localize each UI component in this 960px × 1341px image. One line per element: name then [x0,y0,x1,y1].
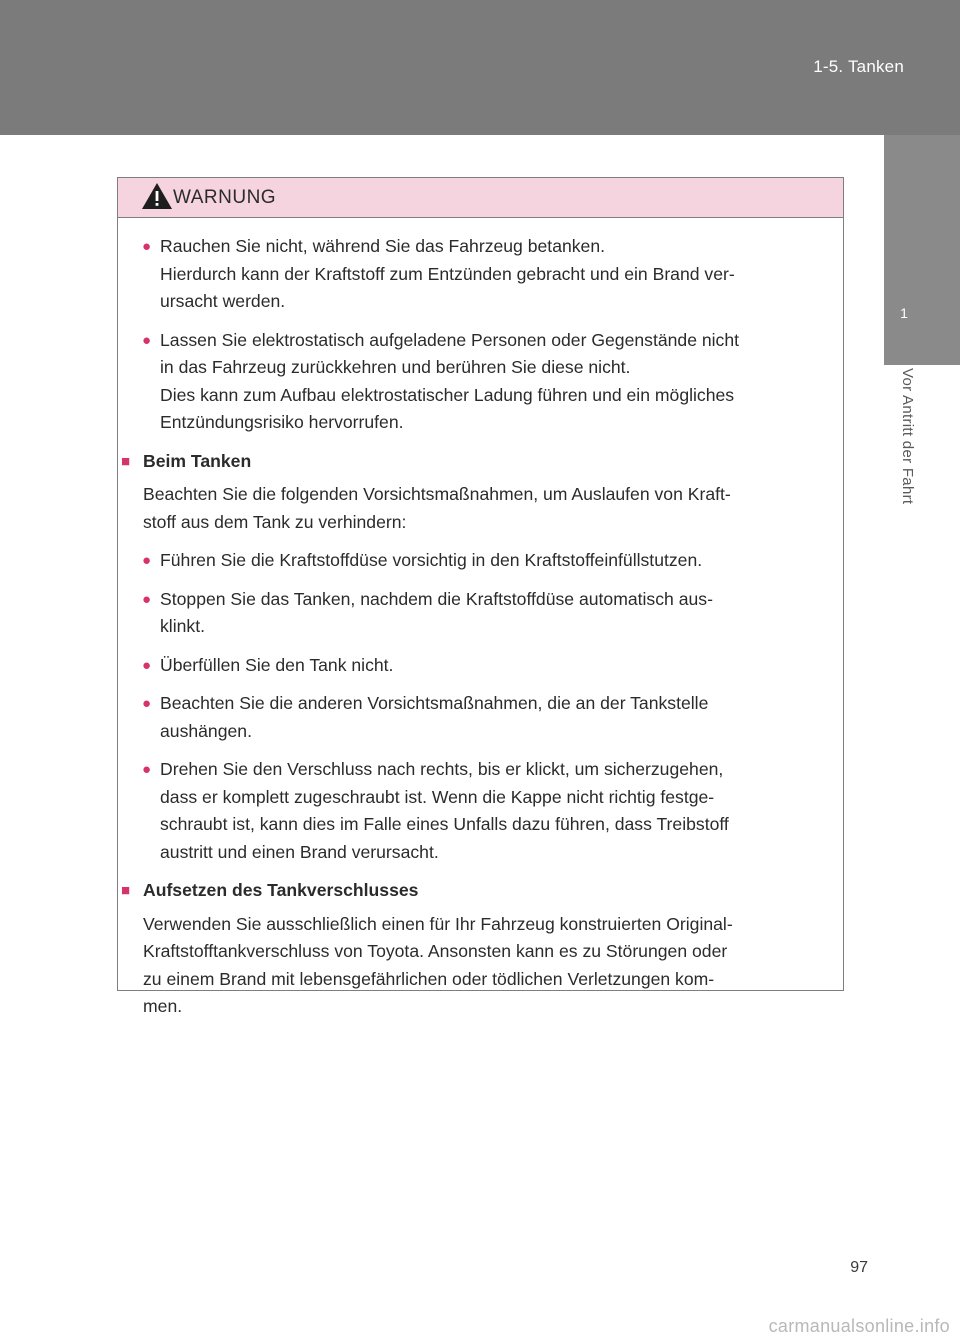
warning-header [118,178,843,218]
section-intro-refueling [118,481,830,536]
text-line: Führen Sie die Kraftstoffdüse vorsichtig in den Kraftstoffeinfüllstutzen. [160,550,703,570]
text-line: stoff aus dem Tank zu verhindern: [143,511,407,532]
warning-body [118,218,843,1021]
chapter-tab [884,135,960,365]
section-heading-refueling: ■ Beim Tanken [118,448,830,476]
bullet-icon: ● [142,331,152,349]
chapter-label: Vor Antritt der Fahrt [899,368,916,505]
text-line: Dies kann zum Aufbau elektrostatischer Ladung führen und ein mögliches [160,384,735,405]
text-line: Beachten Sie die folgenden Vorsichtsmaßnahmen, um Auslaufen von Kraft- [143,484,731,504]
text-line: Rauchen Sie nicht, während Sie das Fahrzeug betanken. [160,236,606,256]
text-line: Überfüllen Sie den Tank nicht. [160,654,394,675]
text-line: in das Fahrzeug zurückkehren und berühren Sie diese nicht. [160,357,631,377]
text-line: Kraftstofftankverschluss von Toyota. Ansonsten kann es zu Störungen oder [143,941,728,961]
section-bullets-refueling [118,547,830,866]
bullet-icon: ● [142,656,152,674]
text-line: Lassen Sie elektrostatisch aufgeladene Personen oder Gegenstände nicht [160,329,740,350]
bullet-item [118,690,830,745]
text-line: zu einem Brand mit lebensgefährlichen oder tödlichen Verletzungen kom- [143,968,715,989]
bullet-item [118,586,830,641]
bullet-item [118,233,830,316]
warning-title: WARNUNG [173,187,277,208]
text-line: klinkt. [160,616,205,636]
text-line: men. [143,996,183,1016]
text-line: aushängen. [160,720,252,741]
text-line: Beachten Sie die anderen Vorsichtsmaßnahmen, die an der Tankstelle [160,693,709,713]
bullet-icon: ● [142,238,152,255]
page-number: 97 [850,1259,868,1276]
text-line: Drehen Sie den Verschluss nach rechts, bis er klickt, um sicherzugehen, [160,759,724,779]
square-marker-icon: ■ [121,882,131,899]
bullet-icon: ● [142,761,152,778]
bullet-icon: ● [142,590,152,608]
text-line: Verwenden Sie ausschließlich einen für Ihr Fahrzeug konstruierten Original- [143,913,733,934]
text-line: dass er komplett zugeschraubt ist. Wenn die Kappe nicht richtig festge- [160,786,715,807]
watermark: carmanualsonline.info [768,1316,950,1336]
section-intro-fuel-cap [118,911,830,1021]
bullet-item [118,756,830,866]
square-marker-icon: ■ [121,452,131,470]
text-line: schraubt ist, kann dies im Falle eines Unfalls dazu führen, dass Treibstoff [160,814,729,834]
text-line: Hierdurch kann der Kraftstoff zum Entzünden gebracht und ein Brand ver- [160,263,735,284]
text-line: Stoppen Sie das Tanken, nachdem die Kraftstoffdüse automatisch aus- [160,588,713,609]
bullet-icon: ● [142,695,152,712]
warning-triangle-icon [140,181,174,211]
text-line: ursacht werden. [160,291,286,311]
chapter-number: 1 [900,305,908,321]
text-line: Entzündungsrisiko hervorrufen. [160,412,404,432]
bullet-icon: ● [142,552,152,569]
bullet-item [118,327,830,437]
bullet-item [118,652,830,680]
section-heading-fuel-cap: ■ Aufsetzen des Tankverschlusses [118,877,830,905]
section-title: 1-5. Tanken [813,57,904,76]
bullet-item [118,547,830,575]
warning-top-bullets [118,233,830,437]
text-line: austritt und einen Brand verursacht. [160,841,439,862]
warning-box [117,177,844,1016]
